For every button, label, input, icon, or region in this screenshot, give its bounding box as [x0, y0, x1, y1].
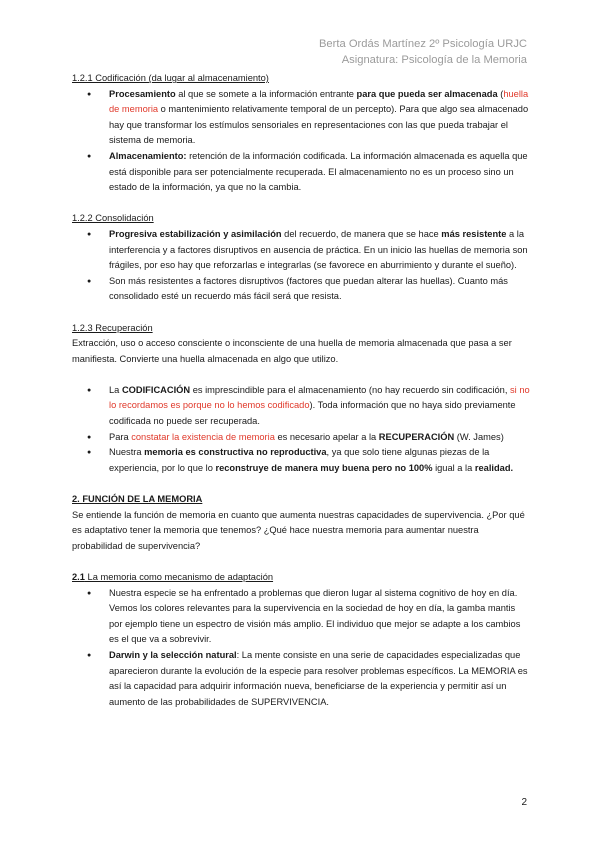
text: ). Toda información que no haya sido previamente codificada no puede ser recuperada.: [109, 400, 516, 427]
list-item: [109, 149, 530, 196]
page-header: [319, 36, 527, 68]
emphasis: más resistente: [441, 228, 507, 239]
emphasis: Darwin y la selección natural: [109, 649, 237, 660]
text: del recuerdo, de manera que se hace: [281, 228, 442, 239]
text: igual a la: [432, 462, 475, 473]
spacer: [72, 554, 530, 570]
text: o mantenimiento relativamente temporal de un percepto). Para que algo sea almacenado hay que transformar los estímulos sensoriales en representaciones con las que pueda trabajar el sistema de memoria.: [109, 104, 529, 146]
list-item: ● Son más resistentes a factores disruptivos (factores que puedan alterar las huellas). Cuanto más consolidado esté un recuerdo más fácil será que resista.: [109, 274, 530, 305]
term-almacenamiento: Almacenamiento:: [109, 150, 187, 161]
text: a la interferencia y a factores disruptivos en ausencia de práctica. En un inicio las huellas de memoria son frágiles, por eso hay que reforzarlas e integrarlas (se favorece en aburrimiento y durante el sueño).: [109, 228, 528, 271]
header-subject: Asignatura: Psicología de la Memoria: [341, 54, 527, 66]
list-item: [109, 227, 530, 274]
text: : La mente consiste en una serie de capacidades especializadas que aparecieron durante la evolución de la especie para resolver problemas específicos. La MEMORIA es así la capacidad para adquirir información nueva, beneficiarse de la experiencia y permitir así un aumento de las probabilidades de SUPERVIVENCIA.: [109, 649, 528, 707]
list-item: ● Nuestra especie se ha enfrentado a problemas que dieron lugar al sistema cognitivo de hoy en día. Vemos los colores relevantes para la supervivencia en la sociedad de hoy en día, la gamba mantis por ejemplo tiene un espectro de visión más amplio. El individuo que mejor se adapte a los cambios es el que va a sobrevivir.: [109, 586, 530, 648]
document-body: [72, 71, 530, 710]
emphasis: Progresiva estabilización y asimilación: [109, 228, 282, 239]
page-number: 2: [521, 797, 527, 808]
list-item: [109, 383, 530, 430]
emphasis: para que pueda ser almacenada: [356, 88, 498, 99]
text: retención de la información codificada. La información almacenada es aquella que está disponible para ser potencialmente recuperada. El almacenamiento no es un proceso sino un estado de la información, ya que no la cambia.: [109, 150, 528, 193]
spacer: [72, 305, 530, 321]
emphasis: reconstruye de manera muy buena pero no 100%: [215, 462, 433, 473]
heading-recuperacion: 1.2.3 Recuperación: [72, 322, 153, 333]
heading-codificacion: 1.2.1 Codificación (da lugar al almacenamiento): [72, 73, 269, 83]
text: (: [497, 88, 504, 99]
heading-text: La memoria como mecanismo de adaptación: [84, 572, 274, 582]
list-codificacion: [72, 87, 530, 196]
text: Nuestra: [109, 447, 145, 458]
heading-mecanismo-adaptacion: [72, 570, 530, 586]
heading-funcion-memoria: 2. FUNCIÓN DE LA MEMORIA: [72, 494, 203, 505]
term-procesamiento: Procesamiento: [109, 88, 176, 99]
spacer: [72, 367, 530, 383]
text: Para: [109, 431, 132, 442]
highlight-red: si no lo recordamos es porque no lo hemos codificado: [109, 384, 530, 411]
header-author: Berta Ordás Martínez 2º Psicología URJC: [318, 38, 527, 50]
highlight-red: constatar la existencia de memoria: [131, 431, 275, 442]
spacer: [72, 476, 530, 492]
text: (W. James): [454, 431, 504, 442]
list-recuperacion: [72, 383, 530, 477]
list-adaptacion: [72, 586, 530, 711]
emphasis: RECUPERACIÓN: [378, 431, 455, 442]
heading-consolidacion: 1.2.2 Consolidación: [72, 213, 154, 224]
paragraph-funcion-memoria: Se entiende la función de memoria en cuanto que aumenta nuestras capacidades de supervivencia. ¿Por qué es adaptativo tener la memoria que tenemos? ¿Qué hace nuestra memoria para aumentar nuestra probabilidad de supervivencia?: [72, 509, 525, 551]
text: , ya que solo tiene algunas piezas de la experiencia, por lo que lo: [109, 447, 490, 473]
emphasis: CODIFICACIÓN: [121, 384, 191, 395]
paragraph-recuperacion: Extracción, uso o acceso consciente o inconsciente de una huella de memoria almacenada que pasa a ser manifiesta. Convierte una huella almacenada en algo que utilizo.: [72, 338, 512, 364]
list-item: [109, 430, 530, 446]
text: al que se somete a la información entrante: [175, 88, 357, 99]
highlight-red: huella de memoria: [109, 88, 529, 115]
heading-number: 2.1: [72, 572, 85, 582]
emphasis: memoria es constructiva no reproductiva: [144, 447, 327, 458]
list-item: [109, 445, 530, 476]
text: La: [109, 384, 122, 395]
text: es necesario apelar a la: [274, 431, 379, 442]
list-item: [109, 87, 530, 149]
text: es imprescindible para el almacenamiento (no hay recuerdo sin codificación,: [190, 384, 511, 395]
list-consolidacion: [72, 227, 530, 305]
spacer: [72, 196, 530, 212]
emphasis: realidad.: [474, 462, 514, 473]
list-item: [109, 648, 530, 710]
